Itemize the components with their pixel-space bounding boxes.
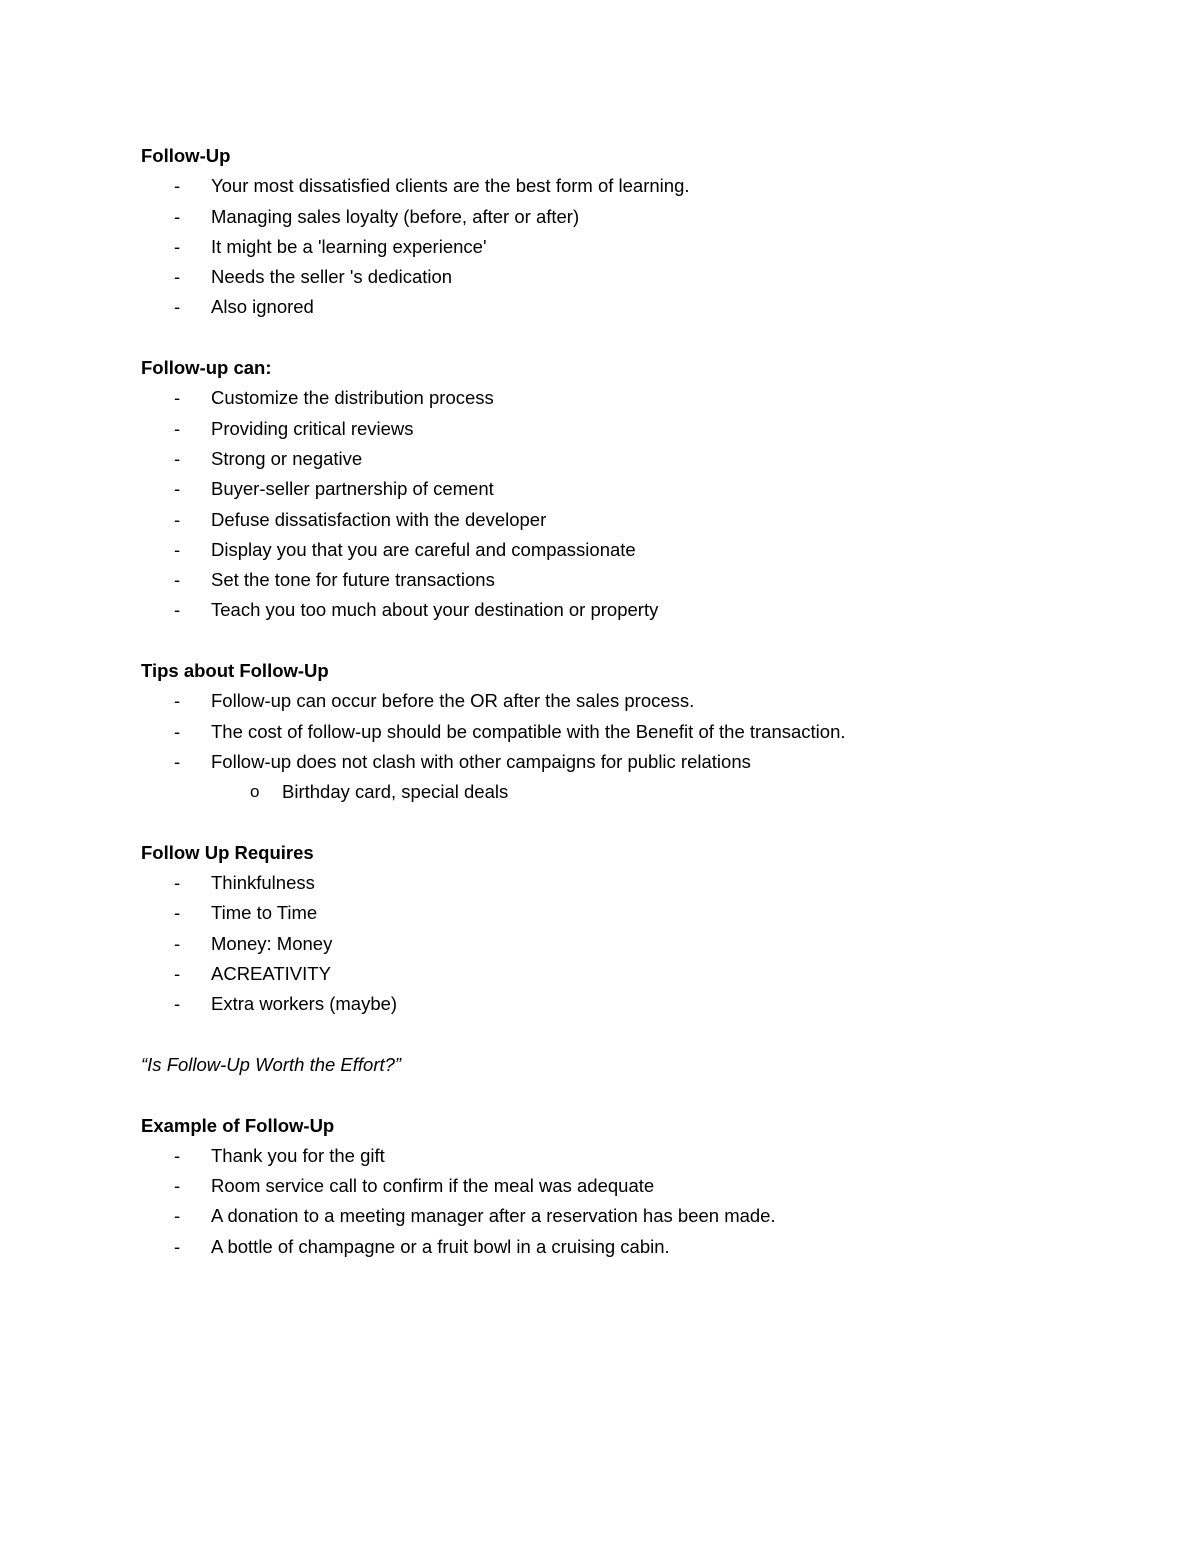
dash-bullet: - [174,538,181,560]
dash-bullet: - [174,478,181,500]
section-heading-follow-up: Follow-Up [141,145,231,166]
list-item-text: Teach you too much about your destination or property [211,599,659,621]
dash-bullet: - [174,175,181,197]
list-item-text: Follow-up does not clash with other campaigns for public relations [211,750,751,772]
quote-line: “Is Follow-Up Worth the Effort?” [141,1053,402,1075]
dash-bullet: - [174,417,181,439]
list-item-text: A donation to a meeting manager after a reservation has been made. [211,1205,776,1227]
paragraph-spacer [141,1080,1061,1110]
list-item-text: Thank you for the gift [211,1144,385,1166]
list-item-text: Needs the seller 's dedication [211,266,453,288]
list-item [141,595,1061,625]
list-item [141,444,1061,474]
list-item-text: Follow-up can occur before the OR after the sales process. [211,690,695,712]
paragraph-spacer [141,1020,1061,1050]
list-item-text: It might be a 'learning experience' [211,235,487,257]
list-item [141,292,1061,322]
list-item-text: Buyer-seller partnership of cement [211,478,494,500]
dash-bullet: - [174,1235,181,1257]
list-item-text: Set the tone for future transactions [211,569,495,591]
list-item-text: Strong or negative [211,447,363,469]
dash-bullet: - [174,599,181,621]
dash-bullet: - [174,266,181,288]
list-item [141,565,1061,595]
section-heading-requires: Follow Up Requires [141,841,314,863]
dash-bullet: - [174,932,181,954]
list-item [141,383,1061,413]
dash-bullet: - [174,720,181,742]
list-item [141,898,1061,928]
list-item-text: Defuse dissatisfaction with the developer [211,508,547,530]
dash-bullet: - [174,296,181,318]
dash-bullet: - [174,872,181,894]
dash-bullet: - [174,993,181,1015]
list-item-text: Time to Time [211,902,318,924]
circle-bullet-icon: o [250,782,260,802]
dash-bullet: - [174,963,181,985]
dash-bullet: - [174,1175,181,1197]
list-item [141,929,1061,959]
list-item-text: Extra workers (maybe) [211,993,398,1015]
dash-bullet: - [174,750,181,772]
list-item-text: Also ignored [211,296,314,318]
list-item [141,868,1061,898]
document-body [141,141,1061,1262]
list-item [141,202,1061,232]
list-item [141,989,1061,1019]
list-item [141,474,1061,504]
sub-list-item-text: Birthday card, special deals [282,781,509,803]
list-item [141,414,1061,444]
paragraph-spacer [141,323,1061,353]
sub-list-item [141,777,1061,807]
list-item-text: Customize the distribution process [211,387,494,409]
list-item-text: ACREATIVITY [211,963,331,985]
dash-bullet: - [174,690,181,712]
list-item [141,1141,1061,1171]
list-item [141,1171,1061,1201]
list-item-text: A bottle of champagne or a fruit bowl in a cruising cabin. [211,1235,670,1257]
list-item-text: Providing critical reviews [211,417,414,439]
list-item-text: The cost of follow-up should be compatible with the Benefit of the transaction. [211,720,846,742]
list-item [141,535,1061,565]
list-item [141,959,1061,989]
dash-bullet: - [174,569,181,591]
dash-bullet: - [174,1205,181,1227]
section-heading-example: Example of Follow-Up [141,1114,335,1136]
dash-bullet: - [174,447,181,469]
dash-bullet: - [174,205,181,227]
list-item [141,232,1061,262]
list-item [141,171,1061,201]
paragraph-spacer [141,808,1061,838]
dash-bullet: - [174,387,181,409]
list-item-text: Room service call to confirm if the meal was adequate [211,1175,655,1197]
dash-bullet: - [174,235,181,257]
list-item-text: Your most dissatisfied clients are the best form of learning. [211,175,690,197]
list-item-text: Thinkfulness [211,872,315,894]
dash-bullet: - [174,508,181,530]
section-heading-tips: Tips about Follow-Up [141,660,329,682]
paragraph-spacer [141,626,1061,656]
list-item-text: Display you that you are careful and compassionate [211,538,636,560]
dash-bullet: - [174,1144,181,1166]
list-item [141,747,1061,777]
list-item [141,505,1061,535]
list-item [141,262,1061,292]
list-item [141,686,1061,716]
list-item [141,1232,1061,1262]
list-item [141,717,1061,747]
list-item-text: Managing sales loyalty (before, after or after) [211,205,580,227]
list-item-text: Money: Money [211,932,333,954]
list-item [141,1201,1061,1231]
section-heading-follow-up-can: Follow-up can: [141,357,272,379]
dash-bullet: - [174,902,181,924]
